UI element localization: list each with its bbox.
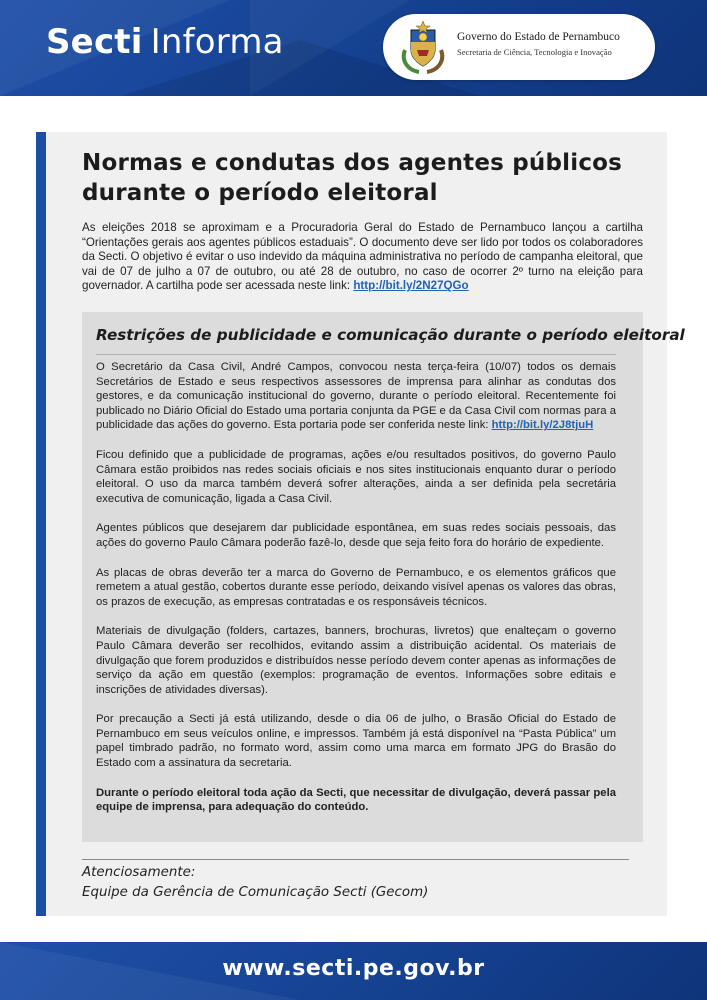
signature-divider: [82, 859, 629, 860]
intro-paragraph: [82, 221, 643, 294]
paragraph-text: O Secretário da Casa Civil, André Campos, convocou nesta terça-feira (10/07) todos os demais Secretários de Estado e seus respectivos assessores de imprensa para alinhar as condutas dos gestores, e da comunicação institucional do governo, durante o período eleitoral. Recentemente foi publicado no Diário Oficial do Estado uma portaria conjunta da PGE e da Casa Civil com normas para a publicidade das ações do governo. Esta portaria pode ser conferida neste link:: [96, 361, 616, 432]
restrictions-paragraph: Agentes públicos que desejarem dar publicidade espontânea, em suas redes sociais pessoais, das ações do governo Paulo Câmara poderão fazê-lo, desde que seja feito fora do horário de expediente.: [96, 522, 616, 549]
restrictions-closing-paragraph: Durante o período eleitoral toda ação da Secti, que necessitar de divulgação, deverá passar pela equipe de imprensa, para adequação do conteúdo.: [96, 786, 616, 814]
restrictions-divider: [96, 354, 616, 355]
restrictions-paragraph: As placas de obras deverão ter a marca do Governo de Pernambuco, e os elementos gráficos que remetem a atual gestão, cobertos durante esse período, deixando visível apenas os valores das obras, os prazos de execução, as empresas contratadas e os responsáveis técnicos.: [96, 566, 616, 608]
header-banner: [0, 0, 707, 96]
cartilha-link[interactable]: http://bit.ly/2N27QGo: [353, 279, 469, 293]
government-subtitle: Secretaria de Ciência, Tecnologia e Inovação: [457, 47, 612, 57]
brand-bold: Secti: [46, 22, 143, 62]
signature-team: Equipe da Gerência de Comunicação Secti (Gecom): [82, 885, 429, 900]
restrictions-body: [96, 360, 616, 830]
restrictions-paragraph: Ficou definido que a publicidade de programas, ações e/ou resultados positivos, do governo Paulo Câmara estão proibidos nas redes sociais oficiais e nos sites institucionais enquanto durar o período eleitoral. O uso da marca também deverá sofrer alterações, ainda a ser definida pela secretária executiva de comunicação, ligada a Casa Civil.: [96, 448, 616, 505]
signature-greeting: Atenciosamente:: [82, 865, 196, 880]
content-card: [36, 132, 685, 916]
brand-light: Informa: [150, 22, 284, 62]
government-title: Governo do Estado de Pernambuco: [457, 31, 620, 43]
brand-title: [46, 22, 284, 72]
restrictions-paragraph: Por precaução a Secti já está utilizando, desde o dia 06 de julho, o Brasão Oficial do Estado de Pernambuco em seus veículos online, e impressos. Também já está disponível na “Pasta Pública” um papel timbrado padrão, no formato word, assim como uma marca em formato JPG do Brasão do Estado com a assinatura da secretaria.: [96, 713, 616, 770]
government-logo-box: [383, 14, 655, 80]
restrictions-paragraph: Materiais de divulgação (folders, cartazes, banners, brochuras, livretos) que enalteçam o governo Paulo Câmara deverão ser recolhidos, evitando assim a distribuição acidental. Os materiais de divulgação que forem produzidos e distribuídos nesse período devem conter apenas as informações de serviço da ação em questão (exemplos: programação de eventos. Informações sobre editais e inscrições de atividades diversas).: [96, 625, 616, 696]
footer-website-link[interactable]: www.secti.pe.gov.br: [222, 956, 485, 981]
restrictions-heading: Restrições de publicidade e comunicação durante o período eleitoral: [96, 326, 685, 344]
card-accent-bar: [36, 132, 46, 916]
intro-text: As eleições 2018 se aproximam e a Procuradoria Geral do Estado de Pernambuco lançou a cartilha “Orientações gerais aos agentes públicos estaduais”. O documento deve ser lido por todos os colaboradores da Secti. O objetivo é evitar o uso indevido da máquina administrativa no período de campanha eleitoral, que vai de 07 de julho a 07 de outubro, ou até 28 de outubro, no caso de ocorrer 2º turno na eleição para governador. A cartilha pode ser acessada neste link:: [82, 221, 643, 293]
portaria-link[interactable]: http://bit.ly/2J8tjuH: [491, 419, 594, 432]
footer-banner: [0, 942, 707, 1000]
page-title: Normas e condutas dos agentes públicos durante o período eleitoral: [82, 150, 623, 206]
state-coat-of-arms-icon: [397, 20, 449, 74]
restrictions-box: [82, 312, 685, 842]
restrictions-paragraph: [96, 360, 616, 433]
